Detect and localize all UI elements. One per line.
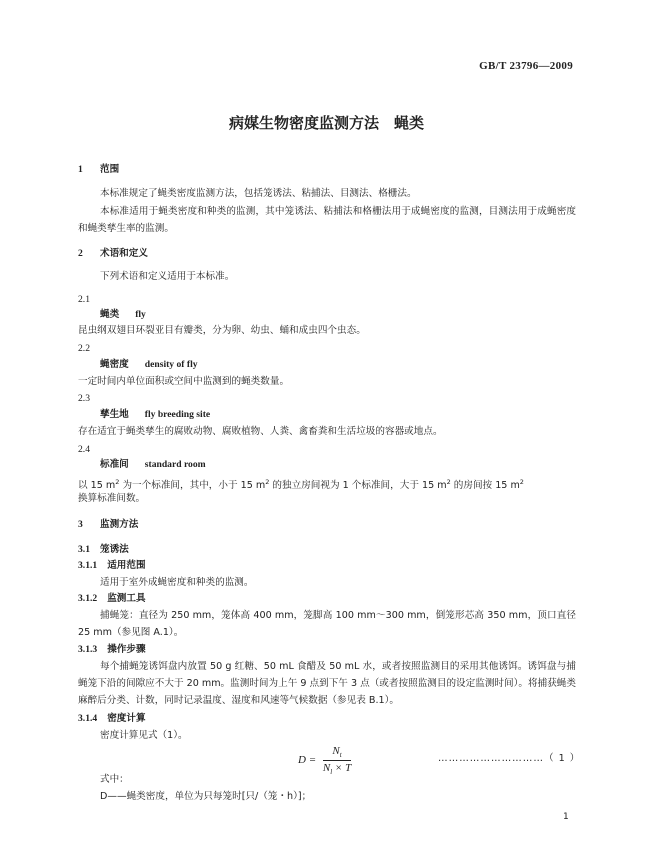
formula-denominator: $N_l \times T$	[322, 762, 352, 777]
clause-3-1-heading: 3.1 笼诱法	[78, 544, 129, 555]
section-1-paragraph-2: 本标准适用于蝇类密度和种类的监测，其中笼诱法、粘捕法和格栅法用于成蝇密度的监测，目测法用于成蝇密度和蝇类孳生率的监测。	[78, 206, 576, 234]
where-label: 式中：	[100, 774, 129, 785]
section-1-heading: 1 范围	[78, 164, 120, 175]
standard-number: GB/T 23796—2009	[479, 60, 573, 72]
term-density-definition: 一定时间内单位面积或空间中监测到的蝇类数量。	[78, 376, 290, 387]
formula-numerator: $N_t$	[323, 745, 351, 761]
variable-d-definition: D——蝇类密度，单位为只每笼时[只/（笼・h）]；	[100, 791, 312, 802]
clause-3-1-3-heading: 3.1.3 操作步骤	[78, 644, 146, 655]
clause-3-1-1-heading: 3.1.1 适用范围	[78, 560, 146, 571]
document-title: 病媒生物密度监测方法 蝇类	[228, 114, 424, 132]
clause-2-1-number: 2.1	[78, 294, 90, 305]
clause-2-2-number: 2.2	[78, 343, 90, 354]
term-fly-definition: 昆虫纲双翅目环裂亚目有瓣类，分为卵、幼虫、蛹和成虫四个虫态。	[78, 325, 366, 336]
clause-2-4-number: 2.4	[78, 444, 90, 455]
equation-number: …………………………（ 1 ）	[438, 753, 581, 764]
term-density-of-fly: 蝇密度 density of fly	[100, 359, 198, 370]
term-fly: 蝇类 fly	[100, 309, 146, 320]
clause-3-1-2-heading: 3.1.2 监测工具	[78, 593, 146, 604]
term-breeding-site-definition: 存在适宜于蝇类孳生的腐败动物、腐败植物、人粪、禽畜粪和生活垃圾的容器或地点。	[78, 426, 443, 437]
clause-3-1-4-text: 密度计算见式（1）。	[100, 730, 188, 741]
section-3-heading: 3 监测方法	[78, 519, 139, 530]
clause-3-1-2-text: 捕蝇笼：直径为 250 mm，笼体高 400 mm，笼脚高 100 mm～300 mm，倒笼形芯高 350 mm，顶口直径 25 mm（参见图 A.1）。	[78, 610, 576, 638]
clause-3-1-3-text: 每个捕蝇笼诱饵盘内放置 50 g 红糖、50 mL 食醋及 50 mL 水，或者按照监测目的采用其他诱饵。诱饵盘与捕蝇笼下沿的间隙应不大于 20 mm。监测时间为上午 9 点到下午 3 点（或者按照监测目的设定监测时间）。将捕获蝇类麻醉后分类、计数，同时记录温度、湿度和风速等气候数据（参见表 B.1）。	[78, 661, 576, 706]
section-2-intro: 下列术语和定义适用于本标准。	[100, 271, 235, 282]
page-number: 1	[563, 812, 569, 822]
density-formula: D = $\frac{N_t}{N_l \times T}$	[298, 745, 352, 777]
section-1-paragraph-1: 本标准规定了蝇类密度监测方法，包括笼诱法、粘捕法、目测法、格栅法。	[100, 188, 417, 199]
term-standard-room: 标准间 standard room	[100, 459, 206, 470]
clause-3-1-1-text: 适用于室外成蝇密度和种类的监测。	[100, 577, 254, 588]
term-standard-room-definition-line-2: 换算标准间数。	[78, 493, 146, 504]
term-breeding-site: 孳生地 fly breeding site	[100, 409, 211, 420]
section-2-heading: 2 术语和定义	[78, 248, 148, 259]
clause-3-1-4-heading: 3.1.4 密度计算	[78, 713, 146, 724]
term-standard-room-definition: 以 15 $m^2$ 为一个标准间，其中，小于 15 $m^2$ 的独立房间视为 1 个标准间，大于 15 $m^2$ 的房间按 15 $m^2$	[78, 478, 524, 492]
clause-2-3-number: 2.3	[78, 393, 90, 404]
